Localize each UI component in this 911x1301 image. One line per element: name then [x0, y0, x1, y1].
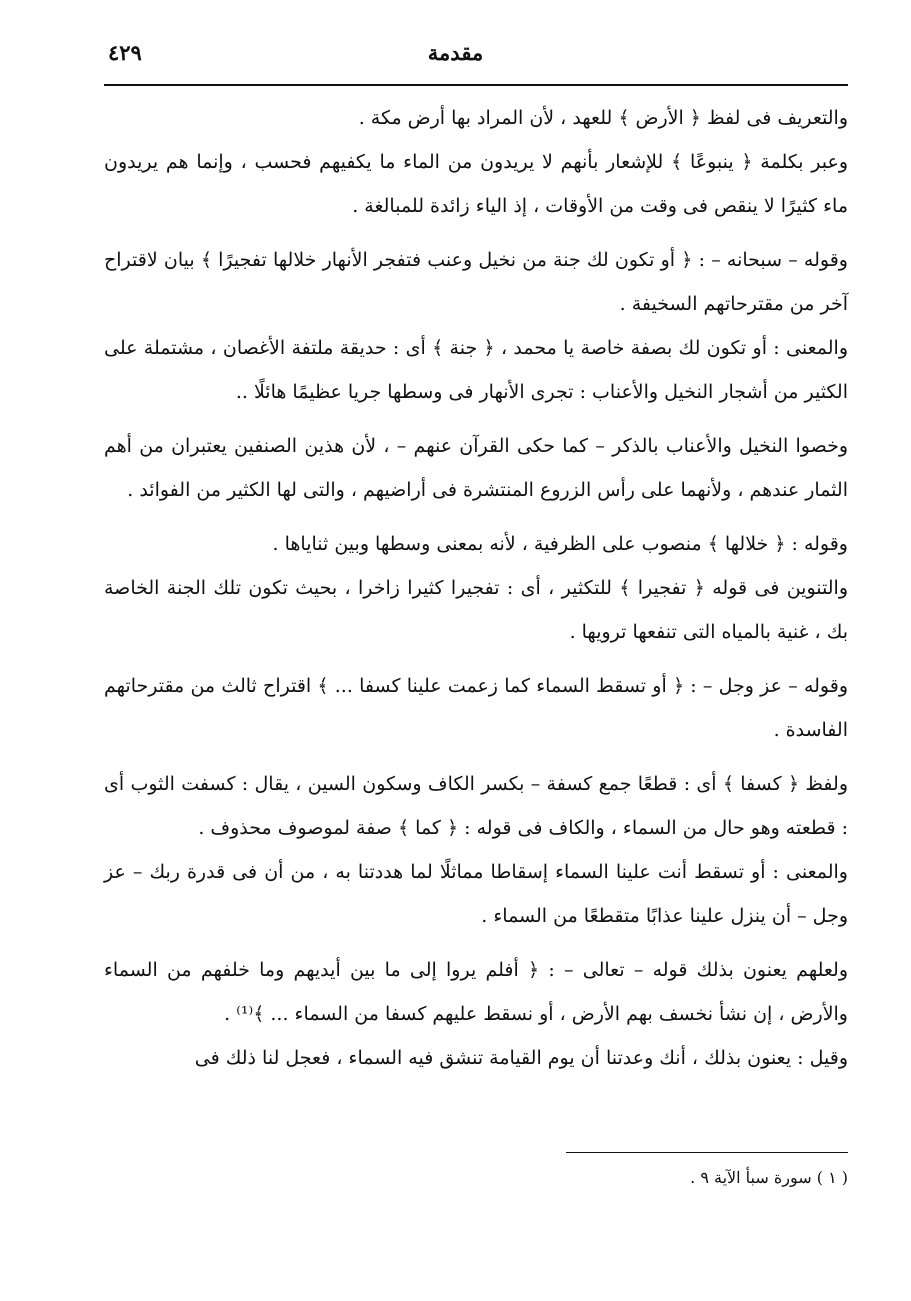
footnote: ( ١ ) سورة سبأ الآية ٩ .	[690, 1168, 848, 1187]
paragraph: وقوله – سبحانه – : ﴿ أو تكون لك جنة من نخيل وعنب فتفجر الأنهار خلالها تفجيرًا ﴾ بيان لاقتراح آخر من مقترحاتهم السخيفة .	[104, 249, 848, 315]
body-text	[104, 96, 848, 1080]
paragraph: وخصوا النخيل والأعناب بالذكر – كما حكى القرآن عنهم – ، لأن هذين الصنفين يعتبران من أهم الثمار عندهم ، ولأنهما على رأس الزروع المنتشرة فى أراضيهم ، والتى لها الكثير من الفوائد .	[104, 435, 848, 501]
paragraph: ولفظ ﴿ كسفا ﴾ أى : قطعًا جمع كسفة – بكسر الكاف وسكون السين ، يقال : كسفت الثوب أى : قطعته وهو حال من السماء ، والكاف فى قوله : ﴿ كما ﴾ صفة لموصوف محذوف .	[104, 773, 848, 839]
paragraph: ولعلهم يعنون بذلك قوله – تعالى – : ﴿ أفلم يروا إلى ما بين أيديهم وما خلفهم من السماء والأرض ، إن نشأ نخسف بهم الأرض ، أو نسقط عليهم كسفا من السماء ... ﴾⁽¹⁾ .	[104, 959, 848, 1025]
paragraph: وقوله – عز وجل – : ﴿ أو تسقط السماء كما زعمت علينا كسفا ... ﴾ اقتراح ثالث من مقترحاتهم الفاسدة .	[104, 675, 848, 741]
page-number: ٤٢٩	[108, 40, 142, 65]
header-rule	[104, 84, 848, 86]
paragraph: وقيل : يعنون بذلك ، أنك وعدتنا أن يوم القيامة تنشق فيه السماء ، فعجل لنا ذلك فى	[194, 1047, 848, 1069]
footnote-rule	[566, 1152, 848, 1153]
running-title: مقدمة	[427, 40, 484, 65]
paragraph: والمعنى : أو تسقط أنت علينا السماء إسقاطا مماثلًا لما هددتنا به ، من أن فى قدرة ربك – عز وجل – أن ينزل علينا عذابًا متقطعًا من السماء .	[104, 861, 848, 927]
paragraph: والمعنى : أو تكون لك بصفة خاصة يا محمد ، ﴿ جنة ﴾ أى : حديقة ملتفة الأغصان ، مشتملة على الكثير من أشجار النخيل والأعناب : تجرى الأنهار فى وسطها جريا عظيمًا هائلًا ..	[104, 337, 848, 403]
paragraph: والتنوين فى قوله ﴿ تفجيرا ﴾ للتكثير ، أى : تفجيرا كثيرا زاخرا ، بحيث تكون تلك الجنة الخاصة بك ، غنية بالمياه التى تنفعها ترويها .	[104, 577, 848, 643]
paragraph: والتعريف فى لفظ ﴿ الأرض ﴾ للعهد ، لأن المراد بها أرض مكة .	[358, 107, 848, 129]
paragraph: وعبر بكلمة ﴿ ينبوعًا ﴾ للإشعار بأنهم لا يريدون من الماء ما يكفيهم فحسب ، وإنما هم يريدون ماء كثيرًا لا ينقص فى وقت من الأوقات ، إذ الياء زائدة للمبالغة .	[104, 151, 848, 217]
paragraph: وقوله : ﴿ خلالها ﴾ منصوب على الظرفية ، لأنه بمعنى وسطها وبين ثناياها .	[272, 533, 848, 555]
